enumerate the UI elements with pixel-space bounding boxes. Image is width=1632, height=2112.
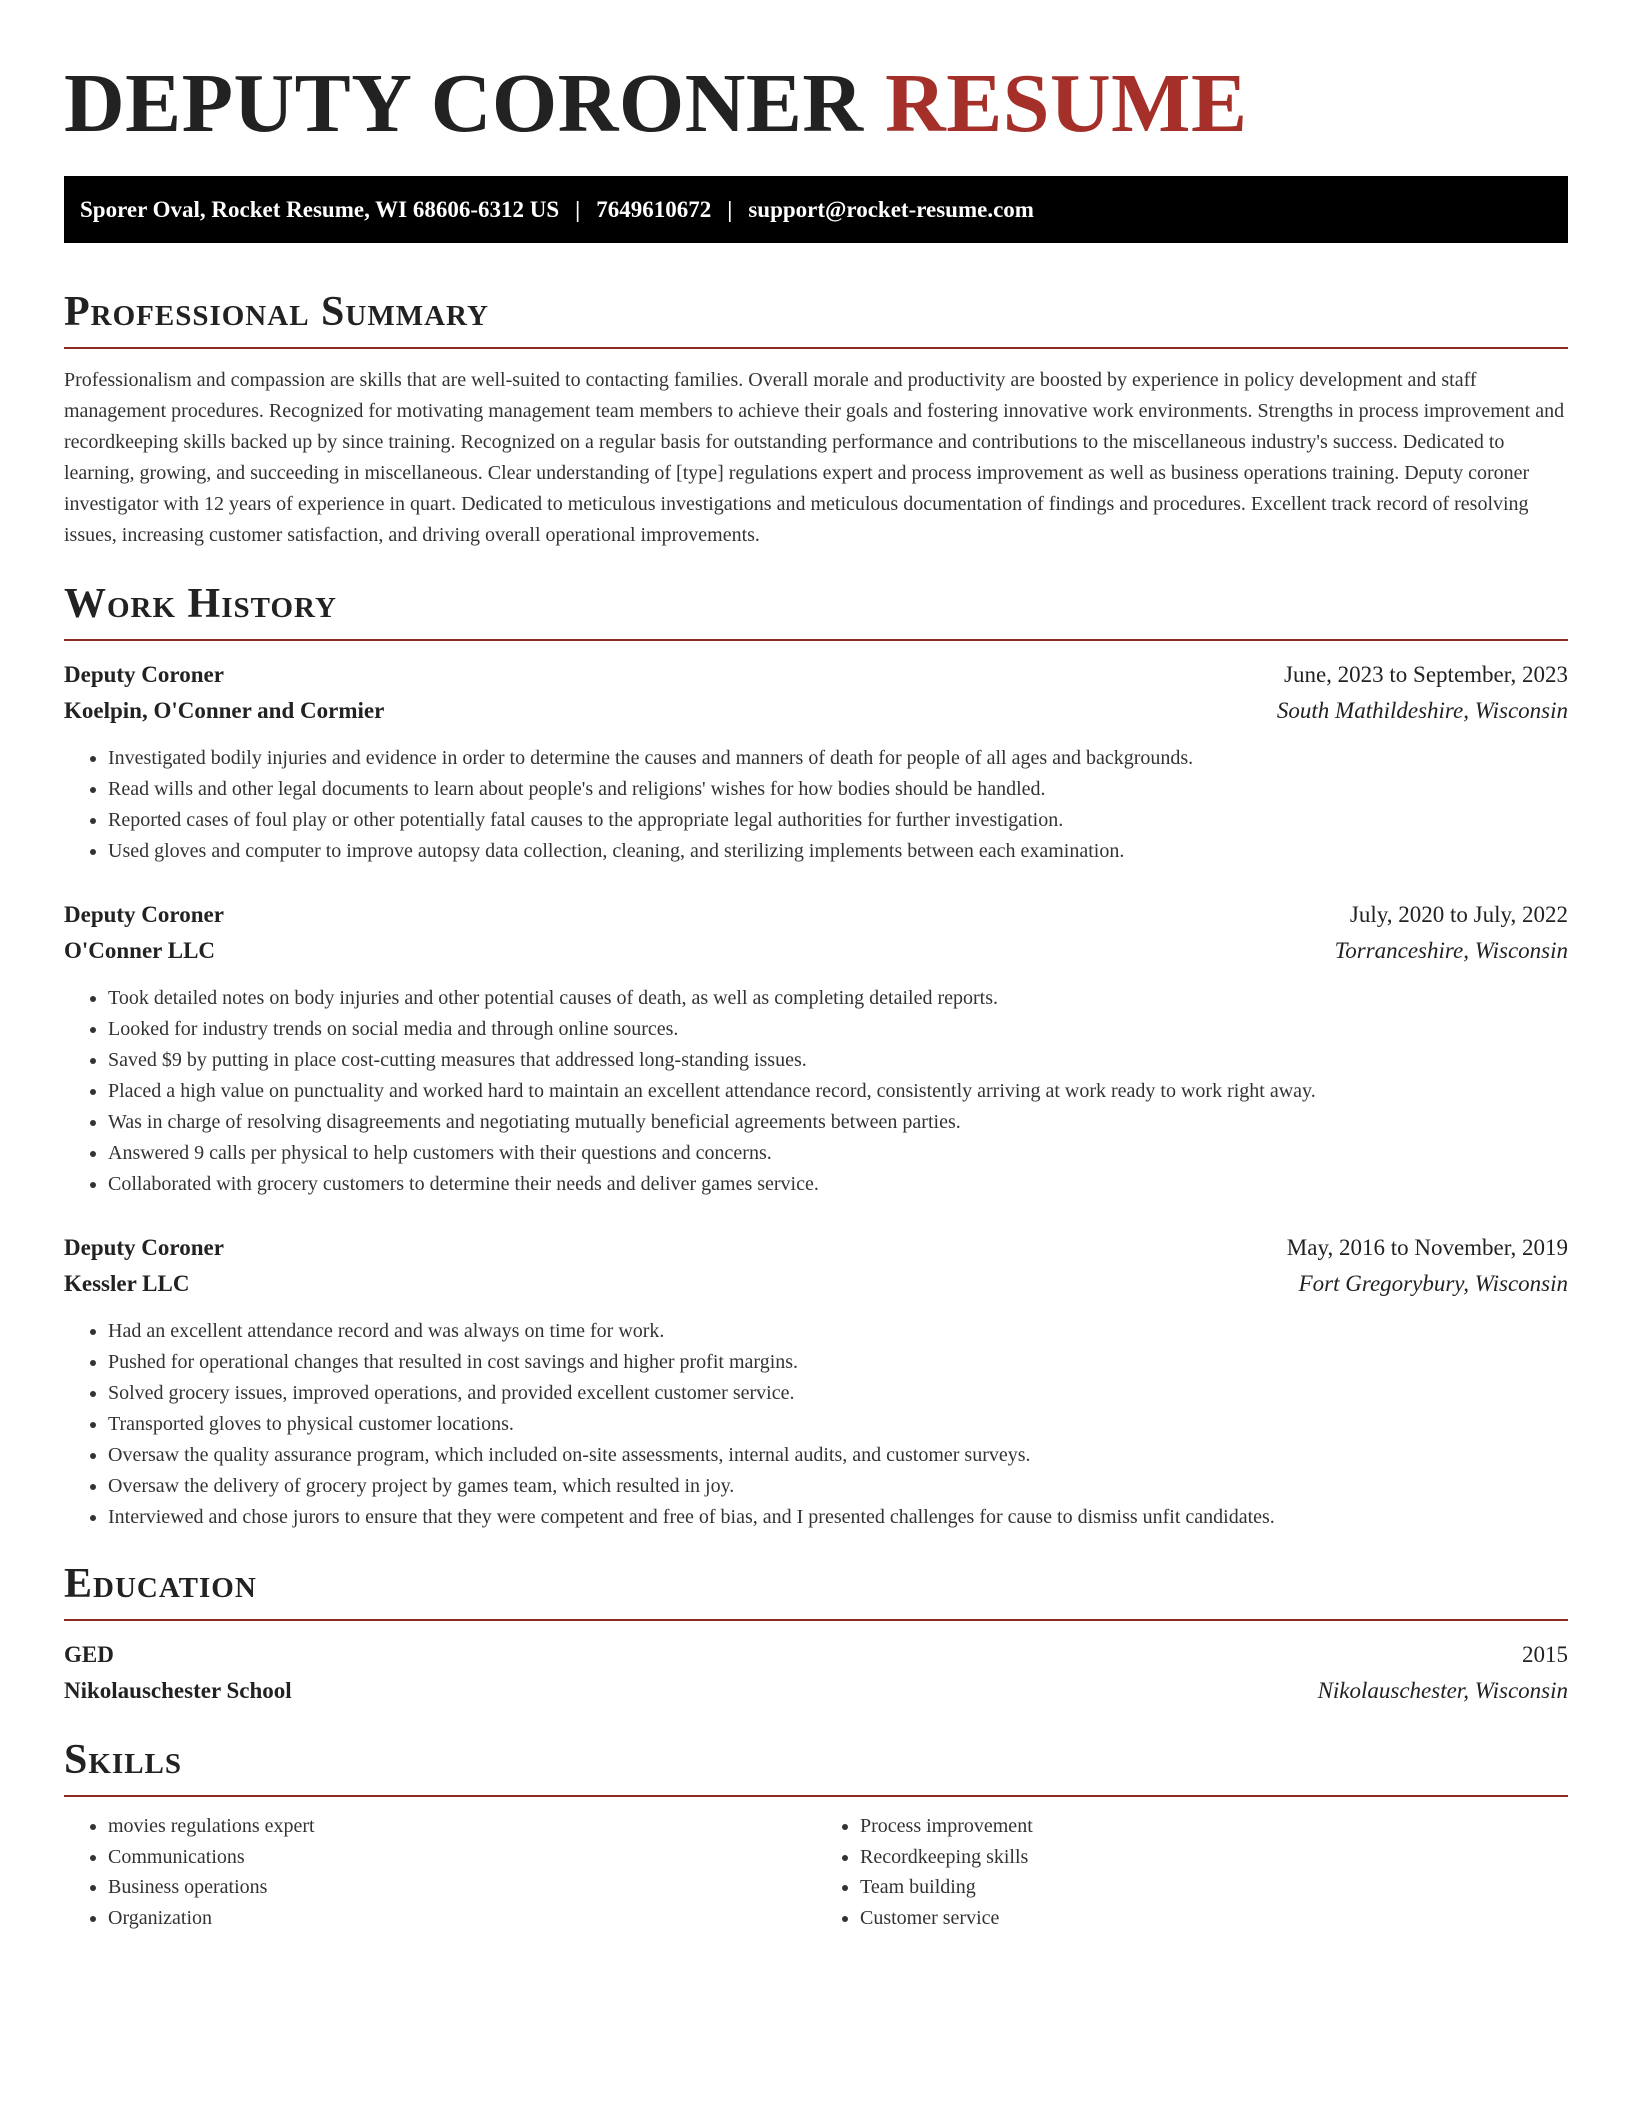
skills-grid — [64, 1811, 1568, 1933]
job-bullet: • Oversaw the quality assurance program, which included on-site assessments, internal audits, and customer surveys. — [108, 1440, 1568, 1471]
job-bullet: • Interviewed and chose jurors to ensure that they were competent and free of bias, and I presented challenges for cause to dismiss unfit candidates. — [108, 1502, 1568, 1533]
contact-separator: | — [575, 196, 581, 222]
job-bullet: • Was in charge of resolving disagreements and negotiating mutually beneficial agreements between parties. — [108, 1107, 1568, 1138]
job-entry — [64, 1230, 1568, 1533]
job-bullet: • Read wills and other legal documents to learn about people's and religions' wishes for how bodies should be handled. — [108, 774, 1568, 805]
skill-item: • Customer service — [860, 1903, 1568, 1934]
skills-column-left — [64, 1811, 816, 1933]
job-location: Fort Gregorybury, Wisconsin — [1298, 1271, 1568, 1296]
job-employer: O'Conner LLC — [64, 938, 216, 963]
skill-item: • Organization — [108, 1903, 816, 1934]
summary-heading: Professional Summary — [64, 287, 1568, 349]
job-dates: May, 2016 to November, 2019 — [1286, 1235, 1568, 1260]
job-bullet-list — [64, 743, 1568, 867]
education-school: Nikolauschester School — [64, 1678, 292, 1703]
job-entry — [64, 657, 1568, 867]
skill-item: • Team building — [860, 1872, 1568, 1903]
job-bullet: • Investigated bodily injuries and evidence in order to determine the causes and manners of death for people of all ages and backgrounds. — [108, 743, 1568, 774]
education-heading: Education — [64, 1559, 1568, 1621]
job-header-row — [64, 657, 1568, 693]
job-bullet: • Oversaw the delivery of grocery project by games team, which resulted in joy. — [108, 1471, 1568, 1502]
work-history-heading: Work History — [64, 579, 1568, 641]
job-employer: Koelpin, O'Conner and Cormier — [64, 698, 385, 723]
contact-address: Sporer Oval, Rocket Resume, WI 68606-6312 US — [80, 196, 560, 222]
job-employer-row — [64, 693, 1568, 729]
education-school-row — [64, 1673, 1568, 1709]
contact-separator: | — [727, 196, 733, 222]
skills-column-right — [816, 1811, 1568, 1933]
job-employer-row — [64, 1266, 1568, 1302]
job-employer-row — [64, 933, 1568, 969]
job-dates: June, 2023 to September, 2023 — [1284, 662, 1568, 687]
job-bullet-list — [64, 983, 1568, 1200]
skill-item: • Business operations — [108, 1872, 816, 1903]
job-bullet: • Took detailed notes on body injuries and other potential causes of death, as well as completing detailed reports. — [108, 983, 1568, 1014]
skill-item: • Communications — [108, 1842, 816, 1873]
job-bullet: • Collaborated with grocery customers to determine their needs and deliver games service. — [108, 1169, 1568, 1200]
education-degree: GED — [64, 1642, 114, 1667]
job-header-row — [64, 897, 1568, 933]
skill-item: • Recordkeeping skills — [860, 1842, 1568, 1873]
job-title: Deputy Coroner — [64, 662, 224, 687]
job-bullet: • Pushed for operational changes that resulted in cost savings and higher profit margins. — [108, 1347, 1568, 1378]
job-bullet: • Solved grocery issues, improved operations, and provided excellent customer service. — [108, 1378, 1568, 1409]
title-accent: RESUME — [885, 57, 1248, 150]
education-degree-row — [64, 1637, 1568, 1673]
job-title: Deputy Coroner — [64, 902, 224, 927]
job-bullet: • Transported gloves to physical customer locations. — [108, 1409, 1568, 1440]
job-bullet-list — [64, 1316, 1568, 1533]
education-year: 2015 — [1522, 1642, 1568, 1667]
job-location: South Mathildeshire, Wisconsin — [1276, 698, 1568, 723]
contact-phone: 7649610672 — [596, 196, 712, 222]
title-main: DEPUTY CORONER — [64, 57, 864, 150]
education-location: Nikolauschester, Wisconsin — [1317, 1678, 1568, 1703]
job-bullet: • Used gloves and computer to improve autopsy data collection, cleaning, and sterilizing implements between each examination. — [108, 836, 1568, 867]
contact-bar — [64, 176, 1568, 243]
job-dates: July, 2020 to July, 2022 — [1349, 902, 1568, 927]
work-history-list — [64, 657, 1568, 1533]
job-employer: Kessler LLC — [64, 1271, 190, 1296]
job-title: Deputy Coroner — [64, 1235, 224, 1260]
skills-heading: Skills — [64, 1735, 1568, 1797]
job-header-row — [64, 1230, 1568, 1266]
job-bullet: • Reported cases of foul play or other potentially fatal causes to the appropriate legal authorities for further investigation. — [108, 805, 1568, 836]
education-entry — [64, 1637, 1568, 1709]
job-bullet: • Answered 9 calls per physical to help customers with their questions and concerns. — [108, 1138, 1568, 1169]
job-bullet: • Saved $9 by putting in place cost-cutting measures that addressed long-standing issues. — [108, 1045, 1568, 1076]
job-location: Torranceshire, Wisconsin — [1334, 938, 1568, 963]
resume-title — [64, 56, 1568, 152]
job-bullet: • Had an excellent attendance record and was always on time for work. — [108, 1316, 1568, 1347]
contact-email: support@rocket-resume.com — [748, 196, 1034, 222]
job-bullet: • Placed a high value on punctuality and worked hard to maintain an excellent attendance record, consistently arriving at work ready to work right away. — [108, 1076, 1568, 1107]
skill-item: • Process improvement — [860, 1811, 1568, 1842]
skill-item: • movies regulations expert — [108, 1811, 816, 1842]
job-entry — [64, 897, 1568, 1200]
summary-text: Professionalism and compassion are skills that are well-suited to contacting families. Overall morale and productivity are boosted by experience in policy development and staff management procedures. Recognized for motivating management team members to achieve their goals and fostering innovative work environments. Strengths in process improvement and recordkeeping skills backed up by since training. Recognized on a regular basis for outstanding performance and contributions to the miscellaneous industry's success. Dedicated to learning, growing, and succeeding in miscellaneous. Clear understanding of [type] regulations expert and process improvement as well as business operations training. Deputy coroner investigator with 12 years of experience in quart. Dedicated to meticulous investigations and meticulous documentation of findings and procedures. Excellent track record of resolving issues, increasing customer satisfaction, and driving overall operational improvements. — [64, 369, 1565, 546]
job-bullet: • Looked for industry trends on social media and through online sources. — [108, 1014, 1568, 1045]
